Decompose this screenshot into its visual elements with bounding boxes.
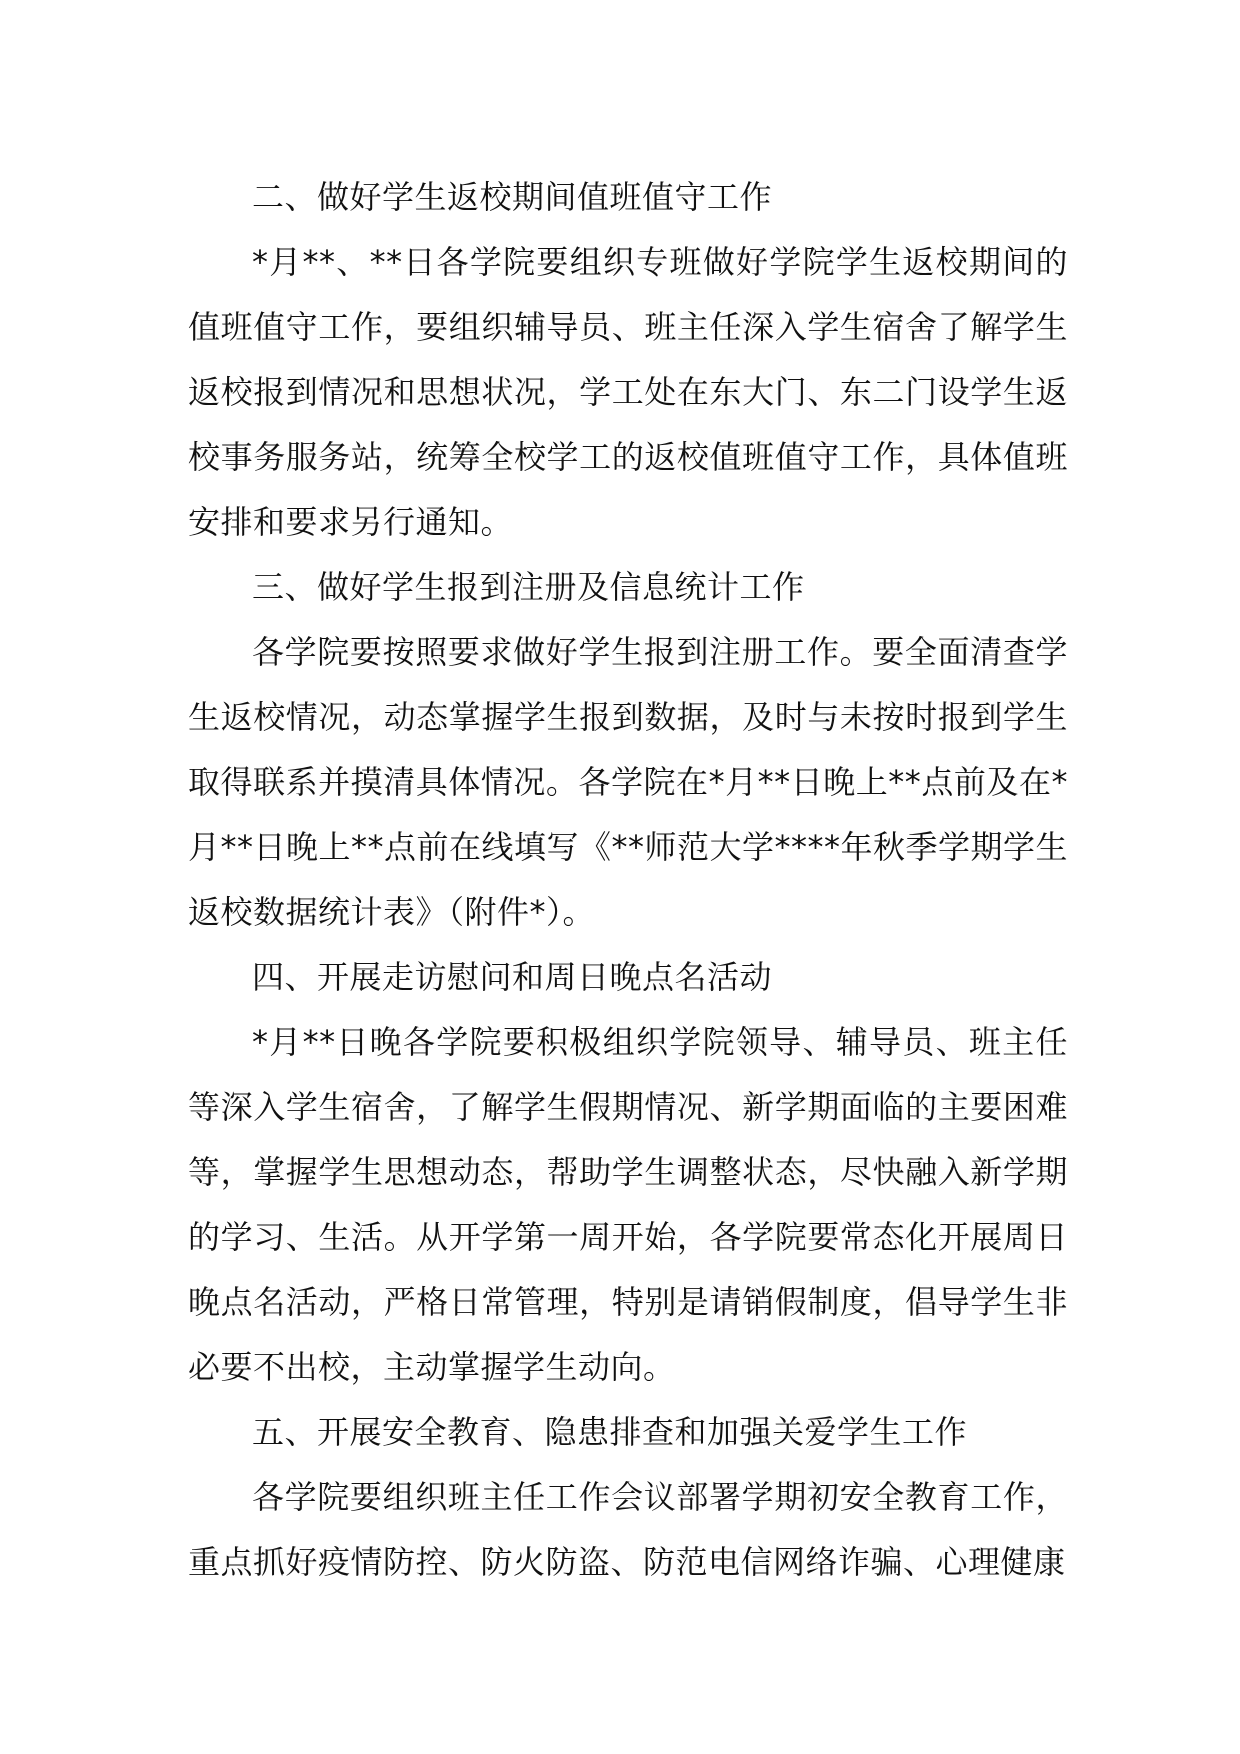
section-body-4: *月**日晚各学院要积极组织学院领导、辅导员、班主任等深入学生宿舍，了解学生假期情况、新学期面临的主要困难等，掌握学生思想动态，帮助学生调整状态，尽快融入新学期的学习、生活。从开学第一周开始，各学院要常态化开展周日晚点名活动，严格日常管理，特别是请销假制度，倡导学生非必要不出校，主动掌握学生动向。 bbox=[188, 1023, 1068, 1386]
document-body bbox=[188, 165, 1068, 1595]
section-body-3: 各学院要按照要求做好学生报到注册工作。要全面清查学生返校情况，动态掌握学生报到数据，及时与未按时报到学生取得联系并摸清具体情况。各学院在*月**日晚上**点前及在*月**日晚上**点前在线填写《**师范大学****年秋季学期学生返校数据统计表》（附件*）。 bbox=[188, 633, 1069, 931]
section-body-2: *月**、**日各学院要组织专班做好学院学生返校期间的值班值守工作，要组织辅导员、班主任深入学生宿舍了解学生返校报到情况和思想状况，学工处在东大门、东二门设学生返校事务服务站，统筹全校学工的返校值班值守工作，具体值班安排和要求另行通知。 bbox=[188, 243, 1068, 541]
section-body-5: 各学院要组织班主任工作会议部署学期初安全教育工作，重点抓好疫情防控、防火防盗、防范电信网络诈骗、心理健康 bbox=[188, 1478, 1068, 1581]
section-heading-4: 四、开展走访慰问和周日晚点名活动 bbox=[252, 958, 773, 996]
section-heading-5: 五、开展安全教育、隐患排查和加强关爱学生工作 bbox=[252, 1413, 968, 1451]
section-heading-3: 三、做好学生报到注册及信息统计工作 bbox=[252, 568, 805, 606]
section-heading-2: 二、做好学生返校期间值班值守工作 bbox=[252, 178, 773, 216]
